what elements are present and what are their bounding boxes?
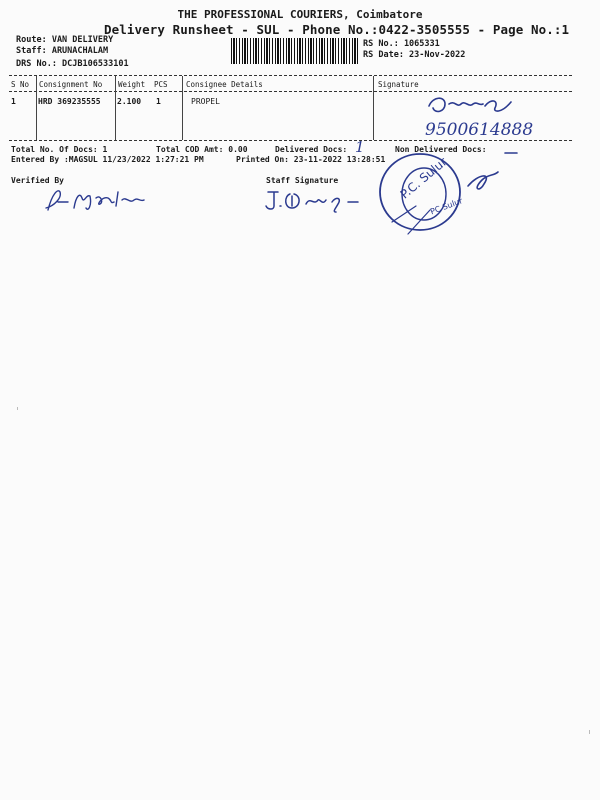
entered-by: Entered By :MAGSUL 11/23/2022 1:27:21 PM <box>11 155 204 164</box>
scan-speck <box>589 730 590 734</box>
handwritten-phone: 9500614888 <box>425 120 534 140</box>
col-header-consignee: Consignee Details <box>186 80 263 89</box>
col-header-signature: Signature <box>378 80 419 89</box>
pc-sulur-stamp <box>372 150 502 240</box>
total-docs: Total No. Of Docs: 1 <box>11 145 108 154</box>
total-cod: Total COD Amt: 0.00 <box>156 145 248 154</box>
rs-number: RS No.: 1065331 <box>363 39 440 49</box>
rs-date: RS Date: 23-Nov-2022 <box>363 50 466 60</box>
table-cell-weight: 2.100 <box>117 97 142 106</box>
staff-label: Staff: ARUNACHALAM <box>16 46 109 56</box>
printed-on: Printed On: 23-11-2022 13:28:51 <box>236 155 386 164</box>
table-cell-pcs: 1 <box>156 97 161 106</box>
table-bottom-rule <box>9 140 572 141</box>
stamp-text-inner: PC Sulur <box>429 196 464 217</box>
delivered-docs-label: Delivered Docs: <box>275 145 348 154</box>
table-cell-consignment: HRD 369235555 <box>38 97 101 106</box>
verified-by-label: Verified By <box>11 176 64 185</box>
runsheet-title: Delivery Runsheet - SUL - Phone No.:0422-3505555 - Page No.:1 <box>104 22 570 37</box>
receiver-signature <box>425 92 525 118</box>
col-header-pcs: PCS <box>154 80 168 89</box>
company-title: THE PROFESSIONAL COURIERS, Coimbatore <box>177 8 423 21</box>
col-header-sno: S No <box>11 80 30 89</box>
col-header-consignment: Consignment No <box>39 80 103 89</box>
barcode <box>231 38 359 64</box>
col-separator <box>36 76 37 140</box>
col-separator <box>115 76 116 140</box>
col-header-weight: Weight <box>118 80 146 89</box>
dash-mark <box>503 150 519 156</box>
delivered-count-handwritten: 1 <box>355 138 365 156</box>
scan-speck <box>17 407 18 410</box>
non-delivered-docs-label: Non Delivered Docs: <box>395 145 487 154</box>
verifier-signature <box>40 184 150 216</box>
staff-signature <box>262 186 372 214</box>
table-cell-sno: 1 <box>11 97 16 106</box>
table-cell-consignee: PROPEL <box>191 97 220 106</box>
table-top-rule <box>9 75 572 76</box>
drs-number: DRS No.: DCJB106533101 <box>16 59 129 69</box>
staff-signature-label: Staff Signature <box>266 176 339 185</box>
route-label: Route: VAN DELIVERY <box>16 35 114 45</box>
col-separator <box>373 76 374 140</box>
col-separator <box>182 76 183 140</box>
stamp-text-top: P.C. Sulur <box>397 154 450 202</box>
